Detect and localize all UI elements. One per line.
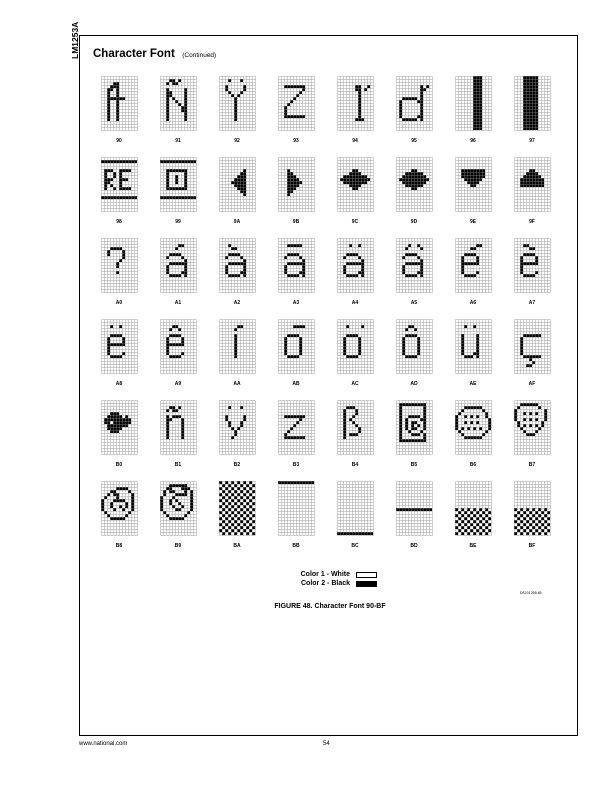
character-code-label: A4 (351, 300, 359, 306)
character-glyph (101, 400, 138, 455)
character-cell-9f (514, 157, 550, 225)
character-glyph (337, 400, 374, 455)
character-code-label: 91 (175, 138, 181, 144)
character-cell-aa (219, 319, 255, 387)
figure-reference-code: DS101265-65 (520, 591, 542, 595)
character-cell-9a (219, 157, 255, 225)
character-glyph (514, 400, 551, 455)
character-code-label: 9C (351, 219, 359, 225)
character-cell-93 (278, 76, 314, 144)
character-code-label: BE (469, 543, 477, 549)
character-glyph (101, 157, 138, 212)
character-glyph (455, 319, 492, 374)
character-code-label: 9E (469, 219, 477, 225)
character-cell-b6 (455, 400, 491, 468)
figure-caption: FIGURE 48. Character Font 90-BF (274, 603, 386, 610)
character-cell-a9 (160, 319, 196, 387)
character-cell-95 (396, 76, 432, 144)
character-glyph (101, 238, 138, 293)
character-code-label: B0 (115, 462, 123, 468)
character-cell-be (455, 481, 491, 549)
character-code-label: 94 (352, 138, 358, 144)
character-cell-af (514, 319, 550, 387)
character-glyph (455, 76, 492, 131)
character-code-label: AF (528, 381, 536, 387)
character-glyph (455, 481, 492, 536)
character-cell-a6 (455, 238, 491, 306)
character-cell-90 (101, 76, 137, 144)
character-glyph (514, 481, 551, 536)
character-cell-b3 (278, 400, 314, 468)
section-title-main: Character Font (93, 48, 175, 60)
character-code-label: 96 (470, 138, 476, 144)
color-legend (272, 571, 387, 589)
part-number-label: LM1253A (70, 22, 80, 60)
character-code-label: 95 (411, 138, 417, 144)
character-glyph (160, 157, 197, 212)
character-code-label: B2 (233, 462, 241, 468)
character-code-label: A3 (292, 300, 300, 306)
character-glyph (160, 400, 197, 455)
character-code-label: 97 (529, 138, 535, 144)
character-glyph (337, 319, 374, 374)
character-code-label: B7 (528, 462, 536, 468)
character-cell-ab (278, 319, 314, 387)
character-glyph (101, 319, 138, 374)
character-cell-b9 (160, 481, 196, 549)
character-code-label: AD (410, 381, 418, 387)
character-cell-97 (514, 76, 550, 144)
character-cell-9d (396, 157, 432, 225)
character-cell-ad (396, 319, 432, 387)
character-cell-b5 (396, 400, 432, 468)
character-cell-b8 (101, 481, 137, 549)
character-code-label: A6 (469, 300, 477, 306)
character-glyph (219, 238, 256, 293)
character-glyph (219, 319, 256, 374)
character-cell-a1 (160, 238, 196, 306)
character-code-label: B1 (174, 462, 182, 468)
character-cell-a3 (278, 238, 314, 306)
character-cell-b7 (514, 400, 550, 468)
character-code-label: AB (292, 381, 300, 387)
character-cell-98 (101, 157, 137, 225)
character-code-label: A8 (115, 381, 123, 387)
black-swatch (356, 581, 377, 587)
legend-label-black: Color 2 - Black (300, 580, 350, 587)
legend-label-white: Color 1 - White (300, 571, 350, 578)
character-glyph (396, 238, 433, 293)
character-glyph (278, 400, 315, 455)
character-cell-92 (219, 76, 255, 144)
character-cell-bc (337, 481, 373, 549)
character-cell-9e (455, 157, 491, 225)
legend-row-black (272, 580, 387, 589)
character-code-label: A2 (233, 300, 241, 306)
character-code-label: B3 (292, 462, 300, 468)
character-glyph (278, 238, 315, 293)
character-cell-9c (337, 157, 373, 225)
character-code-label: 9D (410, 219, 418, 225)
character-code-label: 92 (234, 138, 240, 144)
character-glyph (219, 157, 256, 212)
character-code-label: A7 (528, 300, 536, 306)
character-code-label: AE (469, 381, 477, 387)
character-glyph (396, 157, 433, 212)
character-glyph (219, 481, 256, 536)
character-glyph (455, 400, 492, 455)
character-code-label: 93 (293, 138, 299, 144)
character-code-label: AC (351, 381, 359, 387)
character-glyph (455, 157, 492, 212)
character-glyph (219, 400, 256, 455)
footer-page-number: 54 (323, 741, 330, 747)
character-cell-91 (160, 76, 196, 144)
character-glyph (278, 319, 315, 374)
character-glyph (160, 319, 197, 374)
character-cell-ae (455, 319, 491, 387)
character-code-label: AA (233, 381, 241, 387)
character-code-label: B6 (469, 462, 477, 468)
character-cell-a0 (101, 238, 137, 306)
white-swatch (356, 572, 377, 578)
character-code-label: 98 (116, 219, 122, 225)
character-glyph (337, 481, 374, 536)
section-title-subtitle: (Continued) (182, 52, 217, 59)
character-glyph (278, 481, 315, 536)
character-cell-94 (337, 76, 373, 144)
character-cell-b2 (219, 400, 255, 468)
character-code-label: BB (292, 543, 300, 549)
character-glyph (396, 319, 433, 374)
character-code-label: B9 (174, 543, 182, 549)
character-glyph (278, 76, 315, 131)
character-code-label: A0 (115, 300, 123, 306)
character-code-label: 90 (116, 138, 122, 144)
character-glyph (160, 238, 197, 293)
character-cell-bb (278, 481, 314, 549)
character-cell-ac (337, 319, 373, 387)
character-glyph (514, 76, 551, 131)
character-glyph (514, 238, 551, 293)
character-glyph (514, 319, 551, 374)
character-cell-9b (278, 157, 314, 225)
character-cell-a7 (514, 238, 550, 306)
character-glyph (160, 481, 197, 536)
character-code-label: BF (528, 543, 536, 549)
character-cell-a4 (337, 238, 373, 306)
character-code-label: A5 (410, 300, 418, 306)
character-code-label: BD (410, 543, 418, 549)
character-code-label: B4 (351, 462, 359, 468)
character-glyph (101, 76, 138, 131)
character-glyph (278, 157, 315, 212)
character-cell-a5 (396, 238, 432, 306)
character-code-label: 9A (233, 219, 241, 225)
character-cell-bf (514, 481, 550, 549)
character-code-label: 99 (175, 219, 181, 225)
character-cell-ba (219, 481, 255, 549)
character-cell-99 (160, 157, 196, 225)
character-glyph (396, 481, 433, 536)
character-code-label: BA (233, 543, 241, 549)
character-glyph (337, 238, 374, 293)
character-code-label: 9F (529, 219, 535, 225)
legend-row-white (272, 571, 387, 580)
character-glyph (396, 76, 433, 131)
footer-website: www.national.com (79, 741, 128, 747)
character-code-label: B8 (115, 543, 123, 549)
character-cell-b1 (160, 400, 196, 468)
character-code-label: A9 (174, 381, 182, 387)
character-glyph (160, 76, 197, 131)
character-cell-b0 (101, 400, 137, 468)
character-glyph (337, 76, 374, 131)
character-glyph (101, 481, 138, 536)
character-glyph (455, 238, 492, 293)
character-glyph (337, 157, 374, 212)
character-code-label: BC (351, 543, 359, 549)
character-glyph (514, 157, 551, 212)
character-cell-96 (455, 76, 491, 144)
character-cell-bd (396, 481, 432, 549)
character-cell-a8 (101, 319, 137, 387)
character-glyph (219, 76, 256, 131)
character-glyph (396, 400, 433, 455)
character-code-label: A1 (174, 300, 182, 306)
character-cell-a2 (219, 238, 255, 306)
character-cell-b4 (337, 400, 373, 468)
character-code-label: 9B (292, 219, 300, 225)
character-code-label: B5 (410, 462, 418, 468)
